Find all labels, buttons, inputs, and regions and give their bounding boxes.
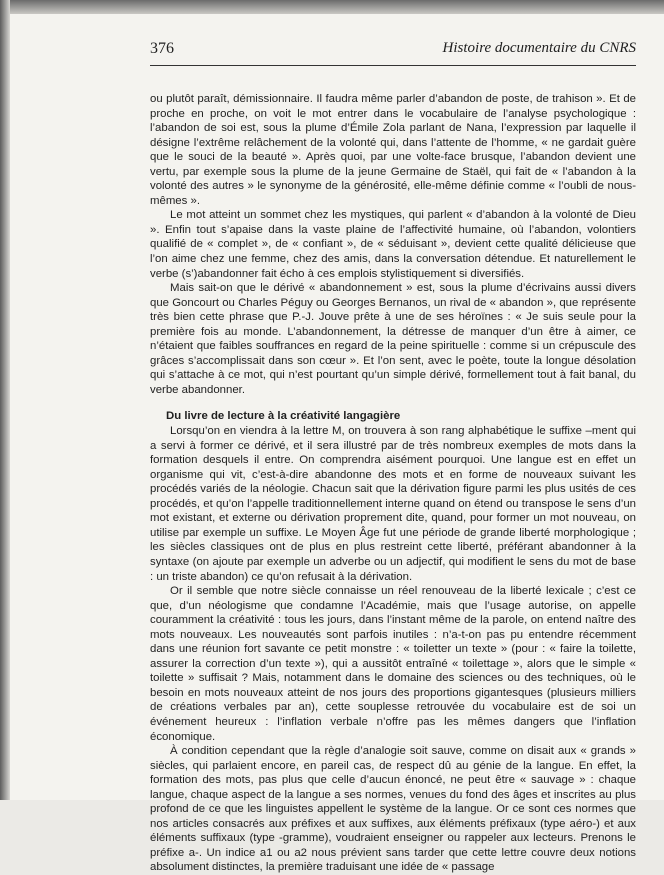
body-text: [150, 92, 636, 875]
paragraph: ou plutôt paraît, démissionnaire. Il faudra même parler d’abandon de poste, de trahison ». Et de proche en proche, on voit le mot entrer dans le vocabulaire de l’analyse psychologique : l’abandon de soi est, sous la plume d’Émile Zola parlant de Nana, l’expression par laquelle il désigne l’extrême relâchement de la volonté qui, dans l’attente de l’homme, « ne gardait guère que le souci de la beauté ». Après quoi, par une volte-face brusque, l’abandon devient une vertu, par exemple sous la plume de la jeune Germaine de Staël, qui fait de « l’abandon à la volonté des autres » le synonyme de la générosité, elle-même définie comme « l’oubli de nous-mêmes ».: [150, 93, 636, 207]
section-heading: Du livre de lecture à la créativité langagière: [166, 410, 401, 423]
running-header: [150, 40, 636, 60]
header-rule: [150, 65, 636, 66]
scan-shadow-left: [0, 0, 10, 800]
paragraph: Le mot atteint un sommet chez les mystiques, qui parlent « d’abandon à la volonté de Dieu ». Enfin tout s’apaise dans la vaste plaine de l’affectivité humaine, où l’abandon, volontiers qualifié de « complet », de « confiant », de « séduisant », devient cette qualité délicieuse que l’on aime chez une femme, chez des amis, dans la conversation détendue. Et naturellement le verbe (s’)abandonner fait écho à ces emplois stylistiquement si diversifiés.: [150, 209, 636, 280]
paragraph: À condition cependant que la règle d’analogie soit sauve, comme on disait aux « grands » siècles, qui parlaient encore, en pareil cas, de respect dû au génie de la langue. En effet, la formation des mots, pas plus que celle d’aucun énoncé, ne peut être « sauvage » : chaque langue, chaque aspect de la langue a ses normes, venues du fond des âges et inscrites au plus profond de ce que les linguistes appellent le système de la langue. Or ce sont ces normes que nos articles consacrés aux préfixes et aux suffixes, aux éléments préfixaux (type aéro-) et aux éléments suffixaux (type -gramme), voudraient enseigner ou rappeler aux lecteurs. Prenons le préfixe a-. Un indice a1 ou a2 nous prévient sans tarder que cette lettre couvre deux notions absolument distinctes, la première traduisant une idée de « passage: [150, 745, 636, 874]
paragraph: Or il semble que notre siècle connaisse un réel renouveau de la liberté lexicale ; c’est ce que, d’un néologisme que condamne l’Académie, mais que l’usage autorise, on appelle couramment la créativité : tous les jours, dans l’instant même de la parole, on entend naître des mots nouveaux. Les nouveautés sont parfois inutiles : n’a-t-on pas pu entendre récemment dans une réunion fort savante ce petit monstre : « toiletter un texte » (pour : « faire la toilette, assurer la correction d’un texte »), qui a aussitôt entraîné « toilettage », alors que le simple « toilette » suffisait ? Mais, notamment dans le domaine des sciences ou des techniques, où le besoin en mots nouveaux atteint de nos jours des proportions gigantesques (plusieurs milliers de créations verbales par an), cette souplesse retrouvée du vocabulaire est de soi un événement heureux : l’inflation verbale n’offre pas les mêmes dangers que l’inflation économique.: [150, 585, 636, 743]
page-number: 376: [150, 40, 174, 57]
running-title: Histoire documentaire du CNRS: [442, 40, 636, 56]
scan-shadow-top: [0, 0, 664, 14]
paragraph: Mais sait-on que le dérivé « abandonnement » est, sous la plume d’écrivains aussi divers que Goncourt ou Charles Péguy ou Georges Bernanos, un rival de « abandon », que représente très bien cette phrase que P.-J. Jouve prête à une de ses héroïnes : « Je suis seule pour la première fois au monde. L’abandonnement, la détresse de manquer d’un être à aimer, ce n’étaient que faibles souffrances en regard de la peine spirituelle : comme si un crépuscule des grâces s’accomplissait dans son cœur ». Et l’on sent, avec le poète, toute la longue désolation qui s’attache à ce mot, qui n’est pourtant qu’un simple dérivé, formellement tout à fait banal, du verbe abandonner.: [150, 282, 636, 396]
paragraph: Lorsqu’on en viendra à la lettre M, on trouvera à son rang alphabétique le suffixe –ment qui a servi à former ce dérivé, et il sera illustré par de très nombreux exemples de mots dans la formation desquels il entre. On comprendra aisément pourquoi. Une langue est en effet un organisme qui vit, c’est-à-dire abandonne des mots et en forme de nouveaux suivant les procédés variés de la néologie. Chacun sait que la dérivation figure parmi les plus usités de ces procédés, et qu’on l’appelle traditionnellement interne quand on étend ou transpose le sens d’un mot existant, et externe ou dérivation proprement dite, quand, pour former un mot nouveau, on utilise par exemple un suffixe. Le Moyen Âge fut une période de grande liberté morphologique ; les siècles classiques ont de plus en plus restreint cette liberté, préférant abandonner à la syntaxe (on ajoute par exemple un adverbe ou un adjectif, qui modifient le sens du mot de base : un triste abandon) ce qu’on refusait à la dérivation.: [150, 425, 636, 583]
